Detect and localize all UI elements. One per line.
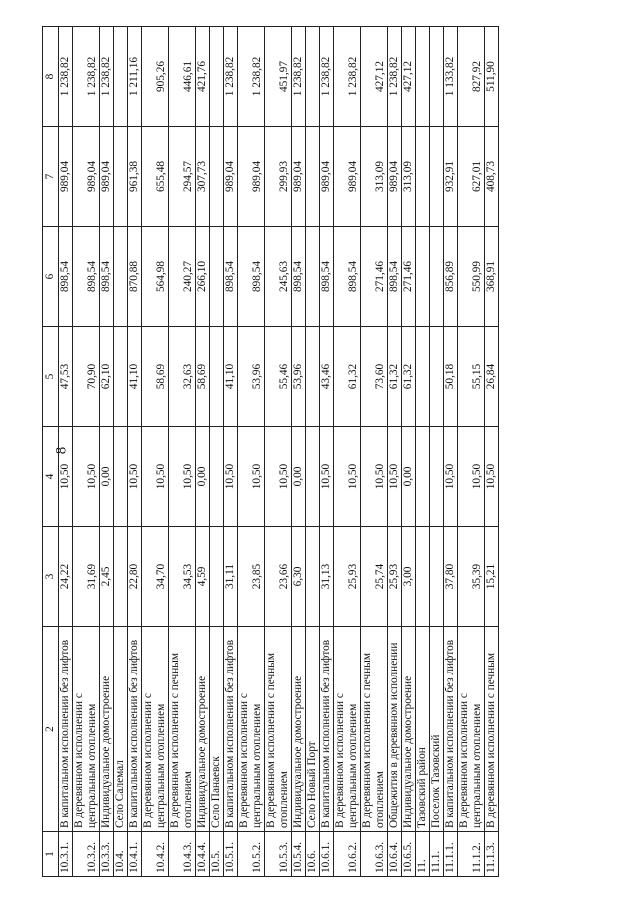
row-value	[114, 527, 128, 627]
table-row	[169, 27, 196, 877]
row-value: 299,93	[265, 127, 292, 227]
row-value: 0,00	[100, 427, 114, 527]
column-header: 6	[43, 227, 59, 327]
row-value: 37,80	[444, 527, 458, 627]
row-value	[114, 427, 128, 527]
row-description: В деревянном исполнении с печным отоплением	[265, 627, 292, 832]
row-value	[114, 227, 128, 327]
table-row	[196, 27, 210, 877]
row-value: 47,53	[59, 327, 73, 427]
row-value: 898,54	[100, 227, 114, 327]
row-description: В деревянном исполнении с центральным отоплением	[73, 627, 100, 832]
row-description: В капитальном исполнении без лифтов	[224, 627, 238, 832]
row-description: В капитальном исполнении без лифтов	[444, 627, 458, 832]
row-code: 10.4.2.	[142, 832, 169, 877]
table-row	[210, 27, 224, 877]
row-code: 11.1.3.	[485, 832, 499, 877]
row-value: 313,09	[402, 127, 416, 227]
row-description: Общежития в деревянном исполнении	[388, 627, 402, 832]
row-value: 1 238,82	[59, 27, 73, 127]
table-row	[458, 27, 485, 877]
row-code: 11.	[416, 832, 430, 877]
row-description: Индивидуальное домостроение	[100, 627, 114, 832]
row-value: 43,46	[320, 327, 334, 427]
row-value: 898,54	[292, 227, 306, 327]
row-value: 58,69	[196, 327, 210, 427]
row-value: 898,54	[320, 227, 334, 327]
row-value: 25,93	[388, 527, 402, 627]
row-value: 10,50	[238, 427, 265, 527]
column-header: 2	[43, 627, 59, 832]
row-description: Индивидуальное домостроение	[292, 627, 306, 832]
row-value: 245,63	[265, 227, 292, 327]
row-value	[306, 427, 320, 527]
table-row	[265, 27, 292, 877]
column-header: 3	[43, 527, 59, 627]
row-value: 446,61	[169, 27, 196, 127]
row-code: 11.1.2.	[458, 832, 485, 877]
row-value	[306, 227, 320, 327]
row-value: 25,93	[334, 527, 361, 627]
row-code: 11.1.	[430, 832, 444, 877]
row-value: 1 238,82	[334, 27, 361, 127]
table-row	[59, 27, 73, 877]
row-value: 368,91	[485, 227, 499, 327]
row-code: 10.4.4.	[196, 832, 210, 877]
row-value: 1 238,82	[73, 27, 100, 127]
row-value: 22,80	[128, 527, 142, 627]
row-value: 10,50	[169, 427, 196, 527]
row-code: 10.3.3.	[100, 832, 114, 877]
tariff-table	[42, 26, 499, 877]
row-value: 53,96	[292, 327, 306, 427]
table-row	[224, 27, 238, 877]
row-code: 10.5.	[210, 832, 224, 877]
row-value: 15,21	[485, 527, 499, 627]
row-value: 31,69	[73, 527, 100, 627]
row-code: 10.4.	[114, 832, 128, 877]
rotated-page	[42, 27, 598, 877]
row-value: 10,50	[458, 427, 485, 527]
row-description: В капитальном исполнении без лифтов	[320, 627, 334, 832]
row-code: 10.4.3.	[169, 832, 196, 877]
row-value: 294,57	[169, 127, 196, 227]
table-row	[100, 27, 114, 877]
row-value: 827,92	[458, 27, 485, 127]
row-value	[430, 527, 444, 627]
row-value: 10,50	[334, 427, 361, 527]
row-description: Индивидуальное домостроение	[402, 627, 416, 832]
row-value: 41,10	[128, 327, 142, 427]
row-value: 34,70	[142, 527, 169, 627]
table-row	[142, 27, 169, 877]
row-value: 1 238,82	[238, 27, 265, 127]
row-value	[210, 227, 224, 327]
row-value: 655,48	[142, 127, 169, 227]
row-value: 932,91	[444, 127, 458, 227]
row-value	[114, 327, 128, 427]
row-value: 3,00	[402, 527, 416, 627]
row-value: 41,10	[224, 327, 238, 427]
row-value: 73,60	[361, 327, 388, 427]
row-value: 989,04	[334, 127, 361, 227]
row-value	[114, 127, 128, 227]
table-row	[402, 27, 416, 877]
row-value: 10,50	[265, 427, 292, 527]
table-row	[444, 27, 458, 877]
row-value: 989,04	[292, 127, 306, 227]
row-value: 427,12	[361, 27, 388, 127]
row-description: В деревянном исполнении с печным отоплением	[361, 627, 388, 832]
row-value: 961,38	[128, 127, 142, 227]
row-value: 313,09	[361, 127, 388, 227]
row-value	[210, 327, 224, 427]
row-value: 34,53	[169, 527, 196, 627]
row-description: Тазовский район	[416, 627, 430, 832]
row-value: 61,32	[388, 327, 402, 427]
row-value: 62,10	[100, 327, 114, 427]
row-value: 24,22	[59, 527, 73, 627]
row-value: 10,50	[59, 427, 73, 527]
column-header: 8	[43, 27, 59, 127]
row-code: 10.6.1.	[320, 832, 334, 877]
row-value: 870,88	[128, 227, 142, 327]
row-code: 10.3.2.	[73, 832, 100, 877]
row-description: В деревянном исполнении с центральным отоплением	[334, 627, 361, 832]
row-code: 10.3.1.	[59, 832, 73, 877]
row-value	[210, 527, 224, 627]
row-value: 32,63	[169, 327, 196, 427]
row-value	[306, 27, 320, 127]
row-value	[430, 427, 444, 527]
row-description: В деревянном исполнении с центральным отоплением	[458, 627, 485, 832]
row-value: 898,54	[334, 227, 361, 327]
row-value: 10,50	[444, 427, 458, 527]
row-value: 989,04	[100, 127, 114, 227]
row-value: 271,46	[402, 227, 416, 327]
table-body	[59, 27, 499, 877]
row-description: Село Панаевск	[210, 627, 224, 832]
row-value	[430, 227, 444, 327]
column-header: 1	[43, 832, 59, 877]
row-value: 451,97	[265, 27, 292, 127]
row-description: В капитальном исполнении без лифтов	[59, 627, 73, 832]
row-value: 240,27	[169, 227, 196, 327]
row-code: 10.5.1.	[224, 832, 238, 877]
row-value: 31,11	[224, 527, 238, 627]
row-value	[210, 127, 224, 227]
row-value: 898,54	[224, 227, 238, 327]
row-value: 61,32	[402, 327, 416, 427]
row-value: 408,73	[485, 127, 499, 227]
row-value	[210, 427, 224, 527]
row-value: 989,04	[59, 127, 73, 227]
row-code: 11.1.1.	[444, 832, 458, 877]
table-row	[416, 27, 430, 877]
row-value	[416, 227, 430, 327]
row-code: 10.6.2.	[334, 832, 361, 877]
row-value: 1 238,82	[320, 27, 334, 127]
row-value: 898,54	[59, 227, 73, 327]
row-value: 6,30	[292, 527, 306, 627]
row-value: 10,50	[388, 427, 402, 527]
row-value: 10,50	[320, 427, 334, 527]
row-value: 550,99	[458, 227, 485, 327]
row-value: 26,84	[485, 327, 499, 427]
row-value: 905,26	[142, 27, 169, 127]
row-value: 511,90	[485, 27, 499, 127]
row-value: 856,89	[444, 227, 458, 327]
row-value	[306, 527, 320, 627]
row-value: 421,76	[196, 27, 210, 127]
row-value: 627,01	[458, 127, 485, 227]
row-value: 989,04	[388, 127, 402, 227]
row-value: 898,54	[73, 227, 100, 327]
row-value: 1 211,16	[128, 27, 142, 127]
row-value: 31,13	[320, 527, 334, 627]
column-header: 7	[43, 127, 59, 227]
row-value: 53,96	[238, 327, 265, 427]
table-row	[388, 27, 402, 877]
row-code: 10.4.1.	[128, 832, 142, 877]
row-value: 1 238,82	[100, 27, 114, 127]
row-value: 427,12	[402, 27, 416, 127]
row-value	[114, 27, 128, 127]
row-code: 10.6.	[306, 832, 320, 877]
table-row	[430, 27, 444, 877]
row-value: 1 133,82	[444, 27, 458, 127]
row-value	[210, 27, 224, 127]
row-value	[416, 127, 430, 227]
row-value: 61,32	[334, 327, 361, 427]
row-value: 1 238,82	[224, 27, 238, 127]
row-value: 10,50	[485, 427, 499, 527]
row-value: 0,00	[402, 427, 416, 527]
row-value: 898,54	[238, 227, 265, 327]
row-value: 10,50	[142, 427, 169, 527]
row-value	[416, 27, 430, 127]
row-description: Село Салемал	[114, 627, 128, 832]
row-value: 1 238,82	[388, 27, 402, 127]
table-row	[114, 27, 128, 877]
table-row	[292, 27, 306, 877]
row-value	[430, 327, 444, 427]
row-value: 989,04	[73, 127, 100, 227]
row-value	[306, 327, 320, 427]
row-description: В деревянном исполнении с печным отоплением	[169, 627, 196, 832]
row-description: Поселок Тазовский	[430, 627, 444, 832]
column-header: 5	[43, 327, 59, 427]
page-number: 8	[53, 446, 70, 455]
row-value: 35,39	[458, 527, 485, 627]
row-value: 266,10	[196, 227, 210, 327]
row-code: 10.5.2.	[238, 832, 265, 877]
row-value: 564,98	[142, 227, 169, 327]
row-value: 0,00	[196, 427, 210, 527]
row-value: 10,50	[224, 427, 238, 527]
table-row	[334, 27, 361, 877]
table-row	[73, 27, 100, 877]
row-value: 271,46	[361, 227, 388, 327]
row-value	[416, 527, 430, 627]
row-value	[430, 127, 444, 227]
row-value: 50,18	[444, 327, 458, 427]
row-value	[416, 427, 430, 527]
row-value	[430, 27, 444, 127]
row-value	[416, 327, 430, 427]
row-description: Индивидуальное домостроение	[196, 627, 210, 832]
row-value: 55,15	[458, 327, 485, 427]
row-code: 10.6.3.	[361, 832, 388, 877]
row-description: В деревянном исполнении с печным	[485, 627, 499, 832]
row-value: 0,00	[292, 427, 306, 527]
row-value: 10,50	[128, 427, 142, 527]
row-description: Село Новый Порт	[306, 627, 320, 832]
row-value: 58,69	[142, 327, 169, 427]
column-header: 4	[43, 427, 59, 527]
row-code: 10.6.5.	[402, 832, 416, 877]
row-value: 10,50	[73, 427, 100, 527]
row-value: 307,73	[196, 127, 210, 227]
row-description: В капитальном исполнении без лифтов	[128, 627, 142, 832]
row-value: 989,04	[238, 127, 265, 227]
table-row	[485, 27, 499, 877]
row-value: 4,59	[196, 527, 210, 627]
table-row	[361, 27, 388, 877]
table-row	[306, 27, 320, 877]
row-value: 23,85	[238, 527, 265, 627]
row-value: 55,46	[265, 327, 292, 427]
row-value: 989,04	[320, 127, 334, 227]
row-code: 10.5.4.	[292, 832, 306, 877]
row-value: 1 238,82	[292, 27, 306, 127]
table-header-row	[43, 27, 59, 877]
row-value: 2,45	[100, 527, 114, 627]
table-row	[320, 27, 334, 877]
row-value: 898,54	[388, 227, 402, 327]
row-value: 25,74	[361, 527, 388, 627]
row-code: 10.5.3.	[265, 832, 292, 877]
row-value: 23,66	[265, 527, 292, 627]
row-value: 70,90	[73, 327, 100, 427]
row-code: 10.6.4.	[388, 832, 402, 877]
row-description: В деревянном исполнении с центральным отоплением	[238, 627, 265, 832]
row-description: В деревянном исполнении с центральным отоплением	[142, 627, 169, 832]
table-row	[238, 27, 265, 877]
row-value: 989,04	[224, 127, 238, 227]
row-value: 10,50	[361, 427, 388, 527]
row-value	[306, 127, 320, 227]
table-row	[128, 27, 142, 877]
